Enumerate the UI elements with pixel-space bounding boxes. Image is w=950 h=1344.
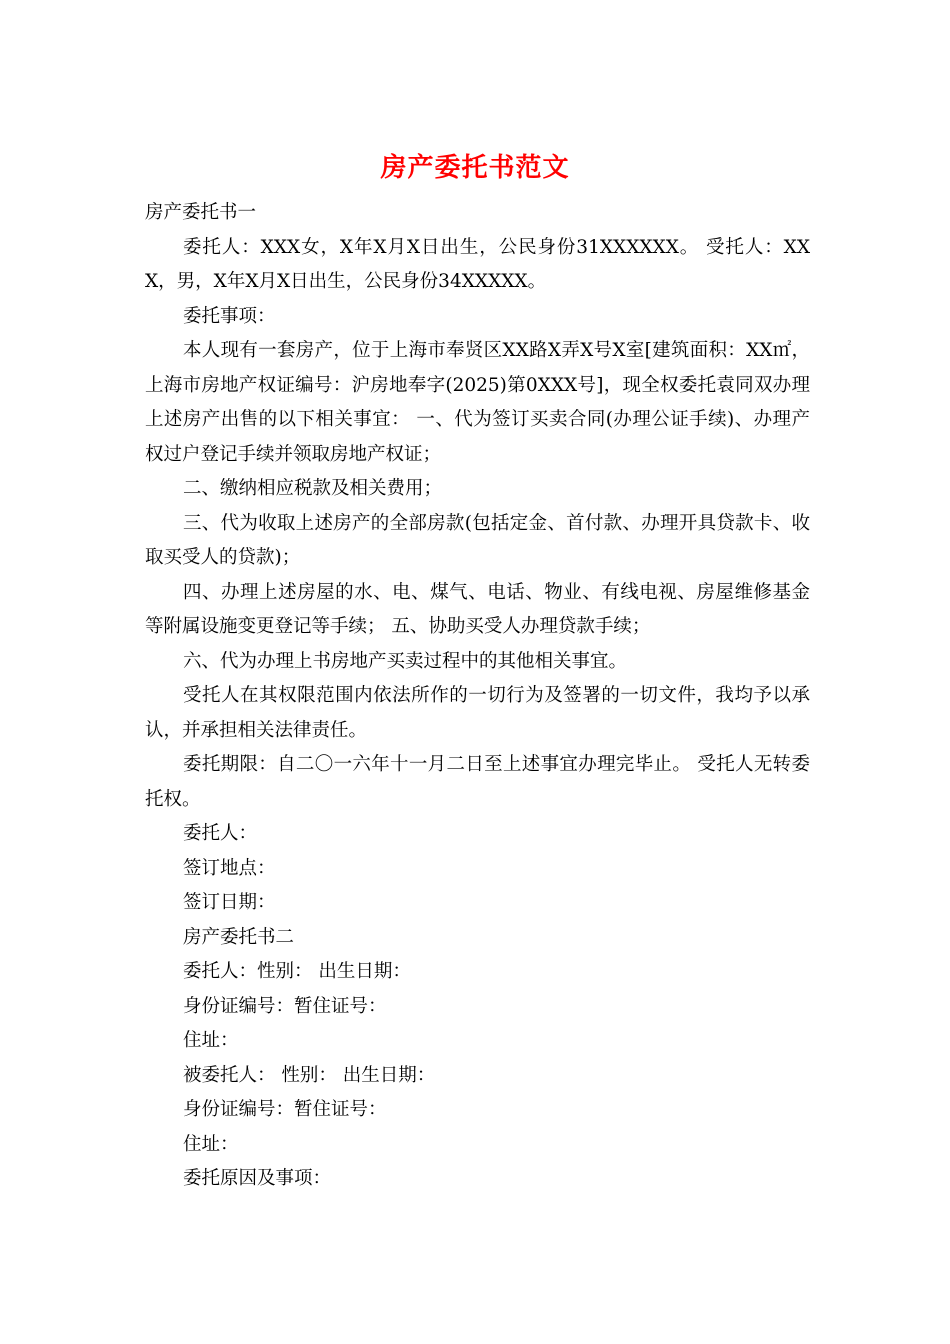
reason-line: 委托原因及事项： [183,1168,332,1189]
principal-id-line: 身份证编号：暂住证号： [183,995,387,1017]
agent-info-line: 被委托人： 性别： 出生日期： [183,1064,436,1086]
agent-address-line: 住址： [183,1133,239,1155]
section-heading-one: 房产委托书一 [145,202,257,223]
principal-signature-line: 委托人： [183,823,258,844]
item-three: 三、代为收取上述房产的全部房款(包括定金、首付款、办理开具贷款卡、收取买受人的贷款)； [145,512,810,568]
item-two: 二、缴纳相应税款及相关费用； [183,478,443,499]
property-paragraph: 本人现有一套房产，位于上海市奉贤区XX路X弄X号X室[建筑面积：XX㎡，上海市房地产权证编号：沪房地奉字(2025)第0XXX号]，现全权委托袁同双办理上述房产出售的以下相关事宜： 一、代为签订买卖合同(办理公证手续)、办理产权过户登记手续并领取房地产权证； [145,340,810,465]
parties-paragraph: 委托人：XXX女，X年X月X日出生，公民身份31XXXXXX。 受托人：XXX，男，X年X月X日出生，公民身份34XXXXX。 [145,236,810,292]
principal-address-line: 住址： [183,1030,239,1051]
document-body [145,196,810,1197]
principal-info-line: 委托人：性别： 出生日期： [183,961,411,982]
signing-date-line: 签订日期： [183,892,276,913]
item-four-five: 四、办理上述房屋的水、电、煤气、电话、物业、有线电视、房屋维修基金等附属设施变更登记等手续； 五、协助买受人办理贷款手续； [145,581,810,637]
matters-heading: 委托事项： [183,305,276,327]
signing-place-line: 签订地点： [183,857,276,879]
agent-id-line: 身份证编号：暂住证号： [183,1099,387,1120]
authority-paragraph: 受托人在其权限范围内依法所作的一切行为及签署的一切文件，我均予以承认，并承担相关法律责任。 [145,685,810,741]
section-heading-two: 房产委托书二 [183,926,295,948]
term-paragraph: 委托期限：自二〇一六年十一月二日至上述事宜办理完毕止。 受托人无转委托权。 [145,754,810,810]
document-title: 房产委托书范文 [380,153,570,183]
item-six: 六、代为办理上书房地产买卖过程中的其他相关事宜。 [183,650,628,672]
